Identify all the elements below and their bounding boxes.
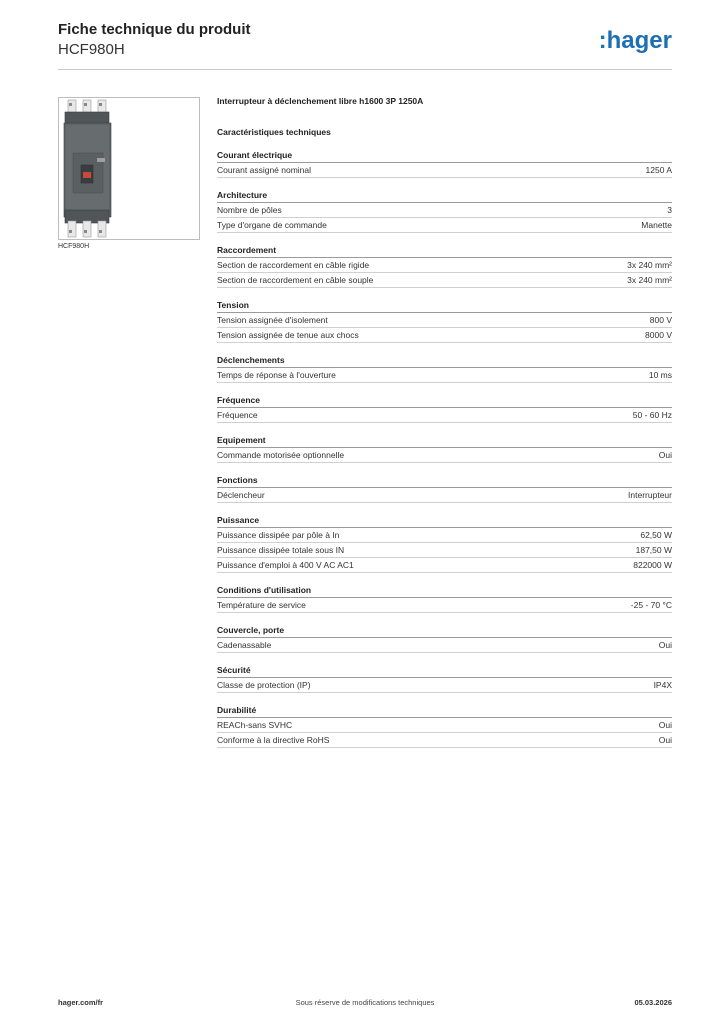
spec-row — [217, 368, 672, 383]
spec-value: 3x 240 mm² — [627, 275, 672, 285]
spec-section — [217, 702, 672, 748]
spec-value: 3 — [667, 205, 672, 215]
spec-value: 10 ms — [648, 370, 672, 380]
footer-notice: Sous réserve de modifications techniques — [295, 998, 435, 1007]
spec-row — [217, 638, 672, 653]
section-title: Tension — [217, 297, 672, 313]
spec-section — [217, 622, 672, 653]
spec-value: Interrupteur — [628, 490, 672, 500]
spec-row — [217, 448, 672, 463]
page-header — [58, 20, 672, 68]
spec-row — [217, 273, 672, 288]
spec-content — [217, 95, 672, 748]
spec-value: -25 - 70 °C — [630, 600, 672, 610]
spec-section — [217, 472, 672, 503]
logo-text: :hager — [598, 27, 672, 54]
spec-label: Déclencheur — [217, 490, 265, 500]
spec-row — [217, 678, 672, 693]
spec-section — [217, 147, 672, 178]
spec-label: Classe de protection (IP) — [217, 680, 311, 690]
section-title: Fonctions — [217, 472, 672, 488]
section-title: Durabilité — [217, 702, 672, 718]
spec-value: 8000 V — [645, 330, 672, 340]
spec-label: Tension assignée d'isolement — [217, 315, 328, 325]
section-title: Raccordement — [217, 242, 672, 258]
spec-row — [217, 718, 672, 733]
spec-value: Oui — [658, 640, 672, 650]
spec-value: Oui — [658, 720, 672, 730]
spec-label: Fréquence — [217, 410, 258, 420]
section-title: Courant électrique — [217, 147, 672, 163]
spec-section — [217, 187, 672, 233]
spec-section — [217, 392, 672, 423]
spec-row — [217, 218, 672, 233]
spec-sections — [217, 147, 672, 748]
spec-row — [217, 203, 672, 218]
image-caption: HCF980H — [58, 243, 90, 250]
spec-row — [217, 258, 672, 273]
hager-logo — [592, 27, 672, 55]
spec-row — [217, 558, 672, 573]
tech-characteristics-heading: Caractéristiques techniques — [217, 127, 331, 137]
section-title: Couvercle, porte — [217, 622, 672, 638]
spec-row — [217, 163, 672, 178]
section-title: Equipement — [217, 432, 672, 448]
spec-label: Temps de réponse à l'ouverture — [217, 370, 336, 380]
footer-website: hager.com/fr — [58, 998, 104, 1007]
footer-date: 05.03.2026 — [634, 998, 672, 1007]
spec-section — [217, 352, 672, 383]
spec-value: 3x 240 mm² — [627, 260, 672, 270]
spec-section — [217, 662, 672, 693]
spec-section — [217, 432, 672, 463]
spec-row — [217, 733, 672, 748]
spec-label: Section de raccordement en câble souple — [217, 275, 374, 285]
spec-section — [217, 512, 672, 573]
spec-value: IP4X — [653, 680, 672, 690]
spec-value: Oui — [658, 735, 672, 745]
spec-label: Courant assigné nominal — [217, 165, 312, 175]
spec-value: 62,50 W — [640, 530, 672, 540]
spec-label: Type d'organe de commande — [217, 220, 327, 230]
spec-label: Conforme à la directive RoHS — [217, 735, 330, 745]
spec-section — [217, 242, 672, 288]
spec-value: Oui — [658, 450, 672, 460]
spec-row — [217, 488, 672, 503]
section-title: Sécurité — [217, 662, 672, 678]
spec-value: Manette — [641, 220, 672, 230]
document-title: Fiche technique du produit — [58, 21, 251, 38]
spec-label: REACh-sans SVHC — [217, 720, 293, 730]
spec-value: 187,50 W — [635, 545, 672, 555]
spec-row — [217, 328, 672, 343]
spec-row — [217, 598, 672, 613]
spec-section — [217, 582, 672, 613]
section-title: Déclenchements — [217, 352, 672, 368]
spec-section — [217, 297, 672, 343]
spec-label: Puissance d'emploi à 400 V AC AC1 — [217, 560, 354, 570]
spec-value: 50 - 60 Hz — [632, 410, 672, 420]
section-title: Puissance — [217, 512, 672, 528]
header-divider — [58, 69, 672, 70]
spec-value: 800 V — [649, 315, 672, 325]
spec-row — [217, 543, 672, 558]
spec-label: Puissance dissipée par pôle à In — [217, 530, 340, 540]
spec-label: Température de service — [217, 600, 306, 610]
product-image — [58, 97, 200, 240]
spec-value: 822000 W — [633, 560, 672, 570]
circuit-breaker-picture — [59, 98, 199, 239]
spec-row — [217, 313, 672, 328]
section-title: Conditions d'utilisation — [217, 582, 672, 598]
product-name: Interrupteur à déclenchement libre h1600 3P 1250A — [217, 96, 424, 106]
spec-label: Commande motorisée optionnelle — [217, 450, 345, 460]
spec-label: Cadenassable — [217, 640, 272, 650]
spec-value: 1250 A — [645, 165, 672, 175]
spec-label: Tension assignée de tenue aux chocs — [217, 330, 359, 340]
product-reference: HCF980H — [58, 41, 125, 58]
spec-row — [217, 408, 672, 423]
spec-label: Nombre de pôles — [217, 205, 282, 215]
section-title: Architecture — [217, 187, 672, 203]
spec-label: Section de raccordement en câble rigide — [217, 260, 370, 270]
spec-row — [217, 528, 672, 543]
section-title: Fréquence — [217, 392, 672, 408]
spec-label: Puissance dissipée totale sous IN — [217, 545, 345, 555]
